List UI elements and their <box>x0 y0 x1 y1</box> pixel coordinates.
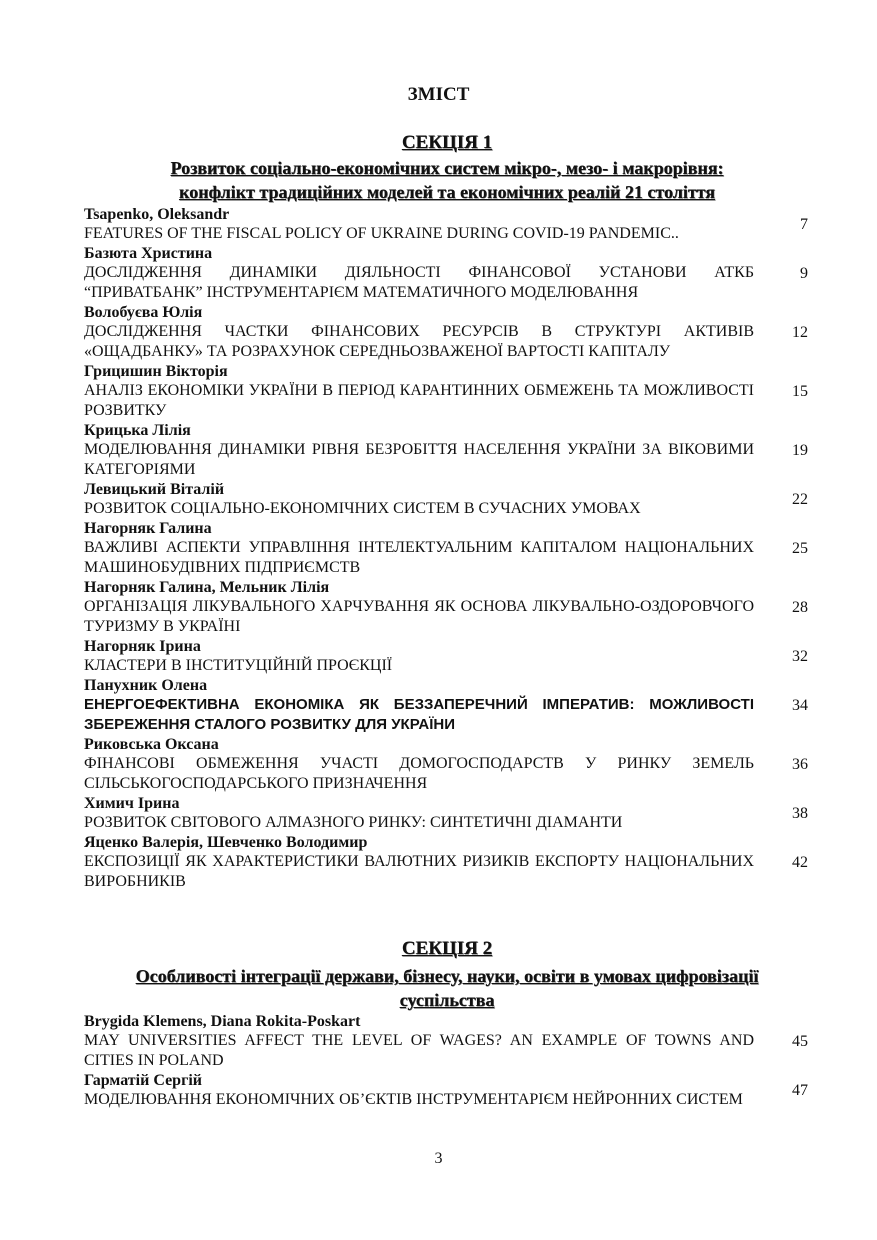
toc-entry-author: Панухник Олена <box>84 677 208 694</box>
toc-entry-title: РОЗВИТОК СВІТОВОГО АЛМАЗНОГО РИНКУ: СИНТЕТИЧНІ ДІАМАНТИ <box>84 814 623 831</box>
toc-entry-page-number: 38 <box>792 804 808 822</box>
toc-entry-author: Brygida Klemens, Diana Rokita-Poskart <box>84 1013 361 1030</box>
toc-entry-author: Химич Ірина <box>84 795 180 812</box>
toc-entry[interactable] <box>84 421 810 480</box>
toc-entry[interactable] <box>84 244 810 303</box>
toc-entry[interactable] <box>84 303 810 362</box>
toc-entry-page-number: 36 <box>792 756 808 773</box>
toc-entry-title: АНАЛІЗ ЕКОНОМІКИ УКРАЇНИ В ПЕРІОД КАРАНТИННИХ ОБМЕЖЕНЬ ТА МОЖЛИВОСТІ РОЗВИТКУ <box>84 382 754 419</box>
toc-entry-author: Крицька Лілія <box>84 422 191 439</box>
section-2-heading: СЕКЦІЯ 2 <box>401 938 493 959</box>
toc-entry-page-number: 28 <box>792 599 808 616</box>
section-2-entries <box>84 1012 810 1110</box>
toc-entry-title: ФІНАНСОВІ ОБМЕЖЕННЯ УЧАСТІ ДОМОГОСПОДАРСТВ У РИНКУ ЗЕМЕЛЬ СІЛЬСЬКОГОСПОДАРСЬКОГО ПРИЗНАЧЕННЯ <box>84 755 754 792</box>
toc-entry-page-number: 25 <box>792 540 808 557</box>
toc-entry-title: МОДЕЛЮВАННЯ ЕКОНОМІЧНИХ ОБ’ЄКТІВ ІНСТРУМЕНТАРІЄМ НЕЙРОННИХ СИСТЕМ <box>84 1091 743 1108</box>
section-1-heading: СЕКЦІЯ 1 <box>401 132 493 153</box>
toc-entry-title: ОРГАНІЗАЦІЯ ЛІКУВАЛЬНОГО ХАРЧУВАННЯ ЯК ОСНОВА ЛІКУВАЛЬНО-ОЗДОРОВЧОГО ТУРИЗМУ В УКРАЇНІ <box>84 598 754 635</box>
toc-entry-page-number: 32 <box>792 647 808 665</box>
toc-entry[interactable] <box>84 480 810 519</box>
toc-entry-title: МОДЕЛЮВАННЯ ДИНАМІКИ РІВНЯ БЕЗРОБІТТЯ НАСЕЛЕННЯ УКРАЇНИ ЗА ВІКОВИМИ КАТЕГОРІЯМИ <box>84 441 754 478</box>
toc-entry-title: MAY UNIVERSITIES AFFECT THE LEVEL OF WAGES? AN EXAMPLE OF TOWNS AND CITIES IN POLAND <box>84 1032 754 1069</box>
section-2-subtitle-line-2: суспільства <box>399 990 495 1010</box>
toc-entry-author: Нагорняк Галина <box>84 520 212 537</box>
toc-entry-page-number: 42 <box>792 854 808 871</box>
page-number: 3 <box>434 1150 443 1167</box>
toc-entry[interactable] <box>84 578 810 637</box>
toc-entry-page-number: 9 <box>800 265 808 282</box>
toc-entry-author: Tsapenko, Oleksandr <box>84 206 230 223</box>
toc-entry-author: Грицишин Вікторія <box>84 363 228 380</box>
toc-entry-title: ВАЖЛИВІ АСПЕКТИ УПРАВЛІННЯ ІНТЕЛЕКТУАЛЬНИМ КАПІТАЛОМ НАЦІОНАЛЬНИХ МАШИНОБУДІВНИХ ПІДПРИЄМСТВ <box>84 539 754 576</box>
toc-entry-author: Риковська Оксана <box>84 736 219 753</box>
toc-entry-author: Яценко Валерія, Шевченко Володимир <box>84 834 368 851</box>
toc-entry[interactable] <box>84 794 810 833</box>
toc-entry-title: FEATURES OF THE FISCAL POLICY OF UKRAINE DURING COVID-19 PANDEMIC.. <box>84 225 679 242</box>
toc-entry[interactable] <box>84 1071 810 1110</box>
toc-entry[interactable] <box>84 1012 810 1071</box>
toc-entry-title: ЕКСПОЗИЦІЇ ЯК ХАРАКТЕРИСТИКИ ВАЛЮТНИХ РИЗИКІВ ЕКСПОРТУ НАЦІОНАЛЬНИХ ВИРОБНИКІВ <box>84 853 754 890</box>
toc-entry-page-number: 34 <box>792 697 808 714</box>
section-1-subtitle-line-2: конфлікт традиційних моделей та економічних реалій 21 століття <box>178 182 716 202</box>
toc-entry-page-number: 15 <box>792 383 808 400</box>
toc-entry-author: Нагорняк Ірина <box>84 638 201 655</box>
toc-entry-author: Базюта Христина <box>84 245 213 262</box>
toc-entry-author: Левицький Віталій <box>84 481 225 498</box>
toc-entry-author: Гарматій Сергій <box>84 1072 203 1089</box>
toc-entry-page-number: 47 <box>792 1081 808 1099</box>
toc-entry-page-number: 12 <box>792 324 808 341</box>
toc-entry-title: КЛАСТЕРИ В ІНСТИТУЦІЙНІЙ ПРОЄКЦІЇ <box>84 657 393 674</box>
toc-entry-page-number: 7 <box>800 215 808 233</box>
toc-entry-author: Волобуєва Юлія <box>84 304 203 321</box>
toc-entry[interactable] <box>84 519 810 578</box>
toc-entry-page-number: 45 <box>792 1033 808 1050</box>
toc-entry-author: Нагорняк Галина, Мельник Лілія <box>84 579 330 596</box>
section-1-entries <box>84 205 810 892</box>
page-title: ЗМІСТ <box>407 84 470 105</box>
toc-entry[interactable] <box>84 676 810 735</box>
toc-entry-title: РОЗВИТОК СОЦІАЛЬНО-ЕКОНОМІЧНИХ СИСТЕМ В СУЧАСНИХ УМОВАХ <box>84 500 641 517</box>
toc-entry[interactable] <box>84 833 810 892</box>
section-2-subtitle-line-1: Особливості інтеграції держави, бізнесу, науки, освіти в умовах цифровізації <box>135 966 759 986</box>
toc-entry[interactable] <box>84 205 810 244</box>
toc-entry[interactable] <box>84 735 810 794</box>
toc-entry[interactable] <box>84 362 810 421</box>
toc-entry-title: ДОСЛІДЖЕННЯ ДИНАМІКИ ДІЯЛЬНОСТІ ФІНАНСОВОЇ УСТАНОВИ АТКБ “ПРИВАТБАНК” ІНСТРУМЕНТАРІЄМ МАТЕМАТИЧНОГО МОДЕЛЮВАННЯ <box>84 264 754 301</box>
toc-entry-title: ДОСЛІДЖЕННЯ ЧАСТКИ ФІНАНСОВИХ РЕСУРСІВ В СТРУКТУРІ АКТИВІВ «ОЩАДБАНКУ» ТА РОЗРАХУНОК СЕРЕДНЬОЗВАЖЕНОЇ ВАРТОСТІ КАПІТАЛУ <box>84 323 754 360</box>
toc-entry-title: ЕНЕРГОЕФЕКТИВНА ЕКОНОМІКА ЯК БЕЗЗАПЕРЕЧНИЙ ІМПЕРАТИВ: МОЖЛИВОСТІ ЗБЕРЕЖЕННЯ СТАЛОГО РОЗВИТКУ ДЛЯ УКРАЇНИ <box>84 696 754 733</box>
toc-entry-page-number: 19 <box>792 442 808 459</box>
section-1-subtitle-line-1: Розвиток соціально-економічних систем мікро-, мезо- і макрорівня: <box>170 158 724 178</box>
toc-entry[interactable] <box>84 637 810 676</box>
toc-entry-page-number: 22 <box>792 490 808 508</box>
